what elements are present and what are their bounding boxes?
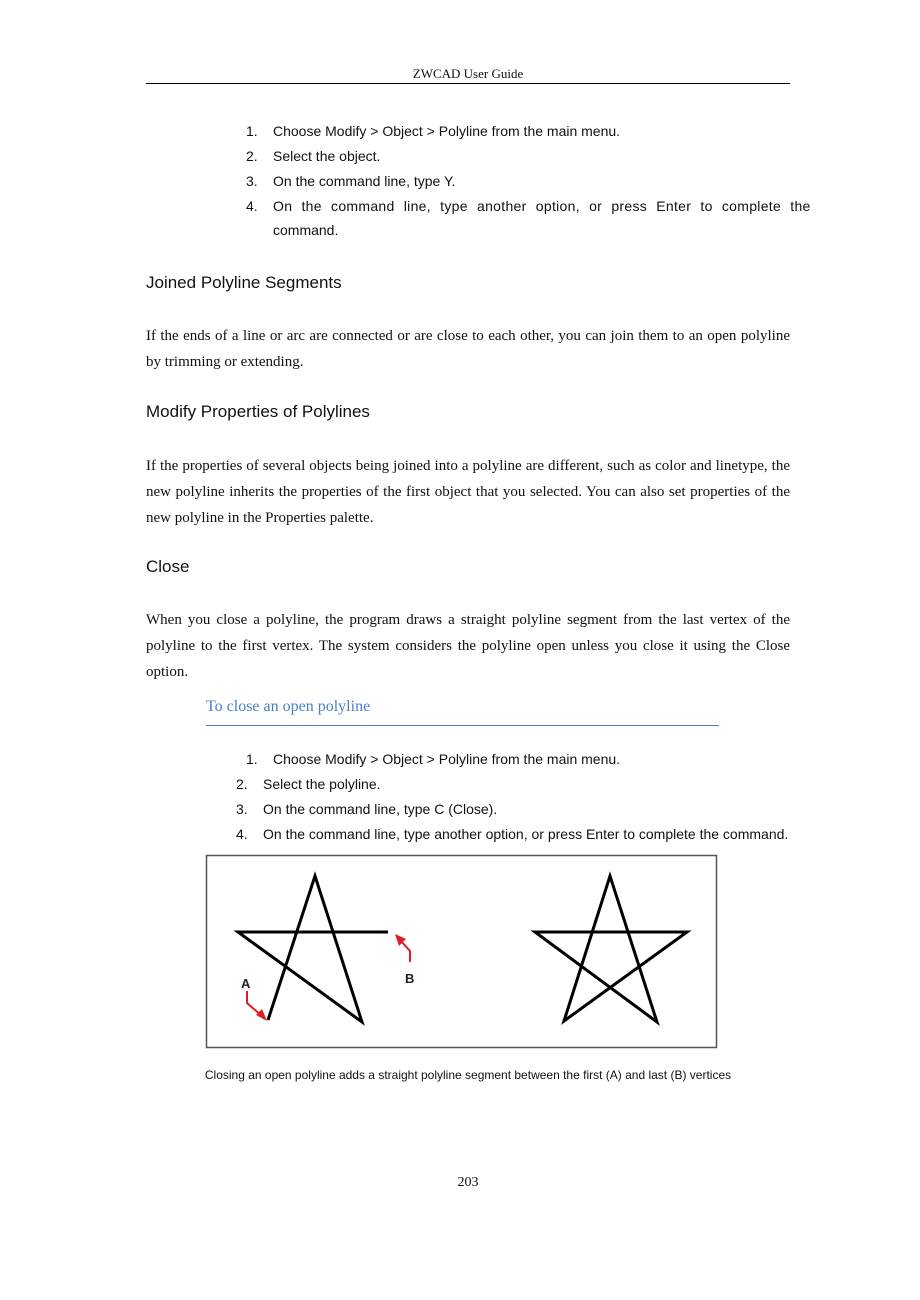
step-text: On the command line, type another option, or press Enter to complete the command. [263, 826, 789, 842]
step-number: 2. [236, 776, 248, 792]
label-a: A [241, 976, 251, 991]
section-heading: Modify Properties of Polylines [146, 402, 370, 421]
running-header: ZWCAD User Guide [412, 66, 524, 81]
section-heading: Close [146, 557, 190, 576]
step-text: Choose Modify > Object > Polyline from the main menu. [273, 751, 621, 767]
step-text: On the command line, type another option, or press Enter to complete the [273, 198, 811, 214]
section-body: When you close a polyline, the program draws a straight polyline segment from the last vertex of the polyline to the first vertex. The system considers the polyline open unless you close it using the Close option. [146, 612, 790, 680]
procedure-title: To close an open polyline [206, 698, 371, 715]
figure-frame [207, 856, 717, 1048]
step-text: Select the object. [273, 148, 381, 164]
step-number: 3. [236, 801, 248, 817]
step-number: 4. [246, 198, 258, 214]
step-text: On the command line, type Y. [273, 173, 456, 189]
step-number: 1. [246, 123, 258, 139]
step-number: 4. [236, 826, 248, 842]
label-b: B [405, 971, 415, 986]
page-number: 203 [457, 1175, 479, 1190]
step-text: Select the polyline. [263, 776, 381, 792]
section-body: If the ends of a line or arc are connected or are close to each other, you can join them to an open polyline by trimming or extending. [146, 328, 790, 370]
step-text: Choose Modify > Object > Polyline from the main menu. [273, 123, 621, 139]
step-text: On the command line, type C (Close). [263, 801, 498, 817]
step-number: 1. [246, 751, 258, 767]
step-number: 3. [246, 173, 258, 189]
step-text-continued: command. [273, 222, 339, 238]
step-number: 2. [246, 148, 258, 164]
figure-caption: Closing an open polyline adds a straight polyline segment between the first (A) and last (B) vertices [204, 1068, 732, 1082]
section-heading: Joined Polyline Segments [146, 273, 342, 292]
section-body: If the properties of several objects being joined into a polyline are different, such as color and linetype, the new polyline inherits the properties of the first object that you selected. You can also set properties of the new polyline in the Properties palette. [146, 458, 790, 526]
